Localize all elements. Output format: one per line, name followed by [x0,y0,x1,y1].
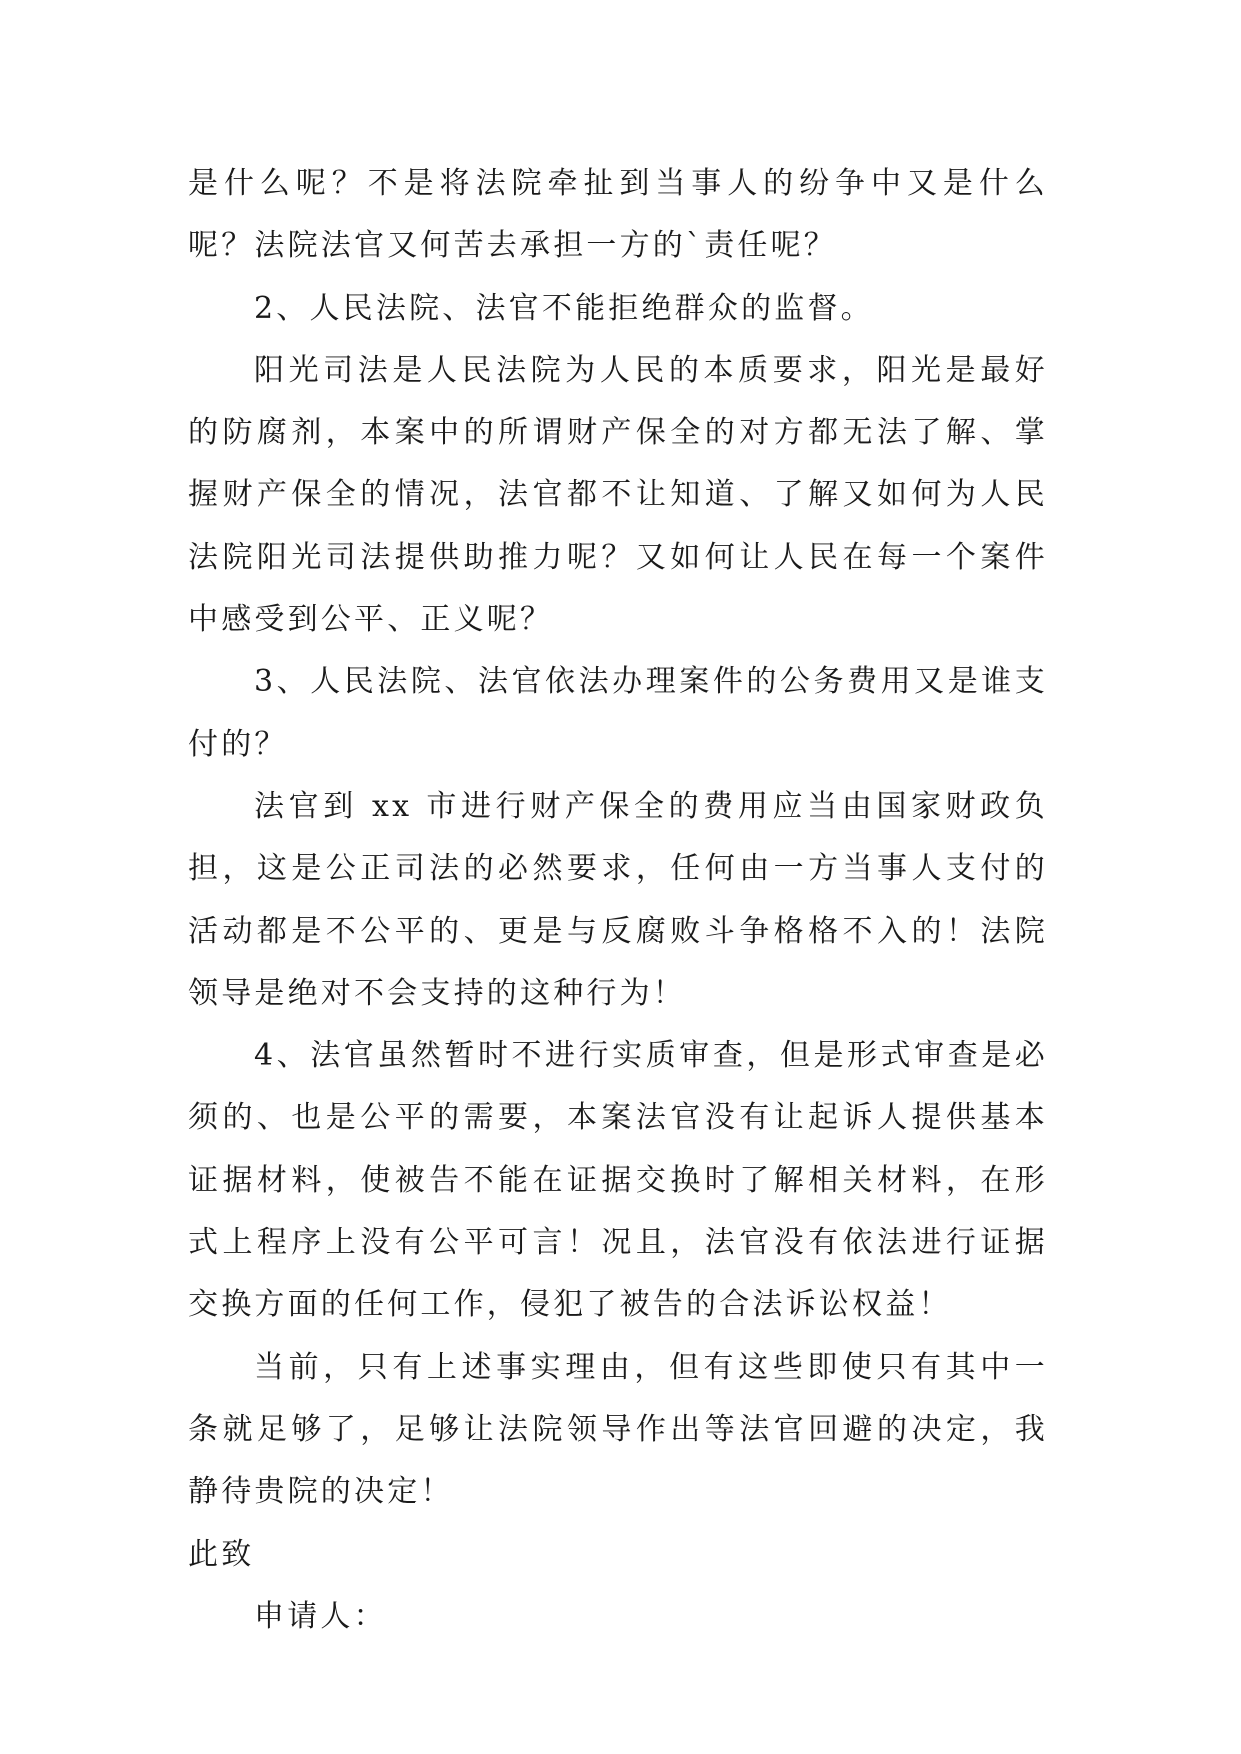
closing-salutation: 此致 [188,1536,255,1572]
paragraph-point-2-body: 阳光司法是人民法院为人民的本质要求，阳光是最好的防腐剂，本案中的所谓财产保全的对方都无法了解、掌握财产保全的情况，法官都不让知道、了解又如何为人民法院阳光司法提供助推力呢？又如何让人民在每一个案件中感受到公平、正义呢？ [188,352,1048,638]
paragraph-conclusion: 当前，只有上述事实理由，但有这些即使只有其中一条就足够了，足够让法院领导作出等法官回避的决定，我静待贵院的决定！ [188,1349,1048,1510]
paragraph-continuation: 是什么呢？不是将法院牵扯到当事人的纷争中又是什么呢？法院法官又何苦去承担一方的`责任呢？ [188,166,1048,264]
applicant-signature-line: 申请人： [254,1598,387,1634]
paragraph-point-2-heading: 2、人民法院、法官不能拒绝群众的监督。 [254,290,874,326]
paragraph-point-3-body: 法官到 xx 市进行财产保全的费用应当由国家财政负担，这是公正司法的必然要求，任何由一方当事人支付的活动都是不公平的、更是与反腐败斗争格格不入的！法院领导是绝对不会支持的这种行为！ [188,788,1048,1011]
paragraph-point-4: 4、法官虽然暂时不进行实质审查，但是形式审查是必须的、也是公平的需要，本案法官没有让起诉人提供基本证据材料，使被告不能在证据交换时了解相关材料，在形式上程序上没有公平可言！况且，法官没有依法进行证据交换方面的任何工作，侵犯了被告的合法诉讼权益！ [188,1038,1048,1323]
document-body [188,153,1048,1648]
paragraph-point-3-heading: 3、人民法院、法官依法办理案件的公务费用又是谁支付的？ [188,664,1048,762]
